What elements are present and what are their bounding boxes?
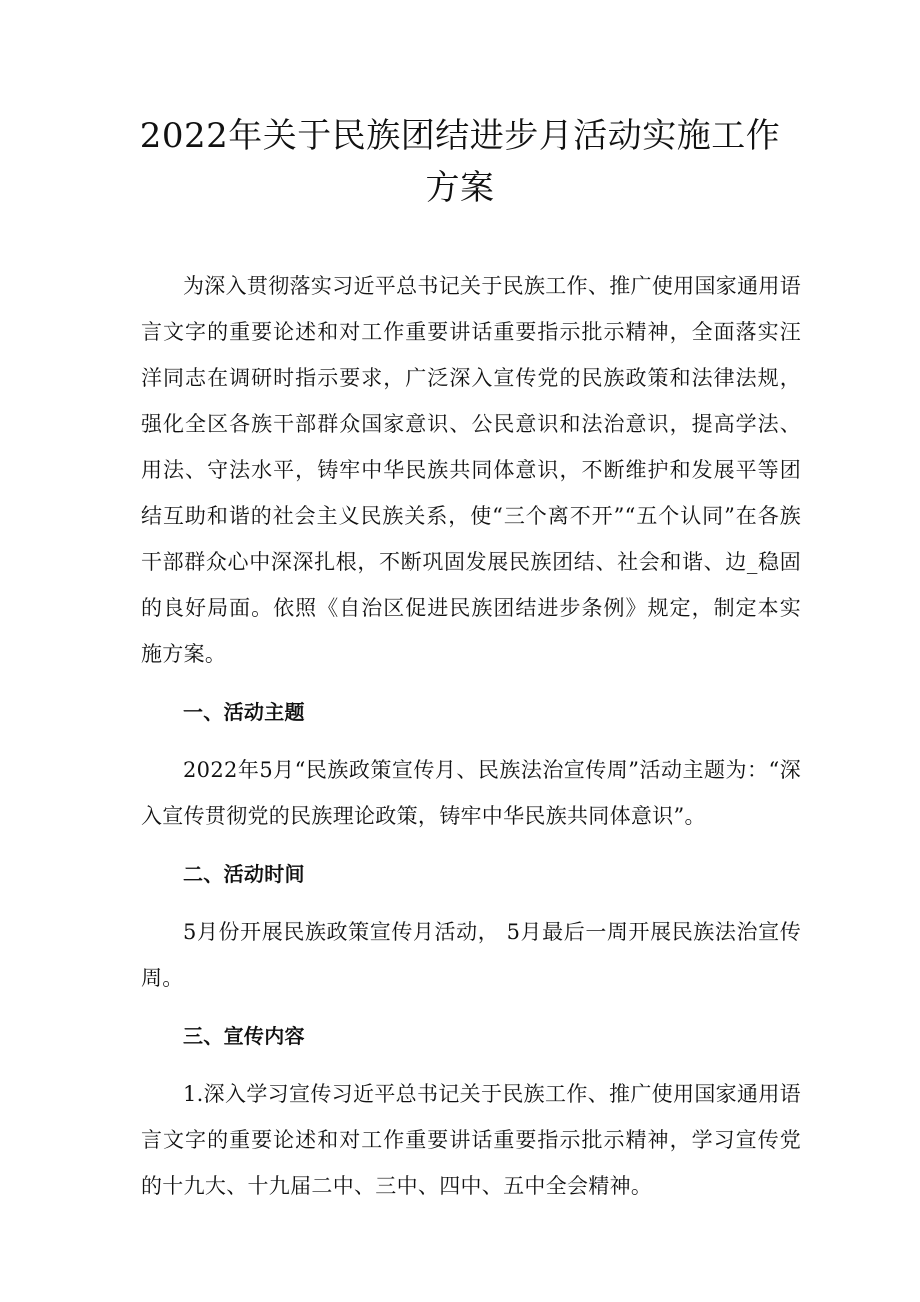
section-time-paragraph: 5月份开展民族政策宣传月活动， 5月最后一周开展民族法治宣传周。 bbox=[141, 920, 801, 990]
section-heading-content: 三、宣传内容 bbox=[183, 1024, 305, 1048]
document-title-line-2: 方案 bbox=[425, 168, 495, 208]
section-heading-theme: 一、活动主题 bbox=[183, 700, 305, 724]
document-body bbox=[141, 263, 801, 1209]
intro-paragraph: 为深入贯彻落实习近平总书记关于民族工作、推广使用国家通用语言文字的重要论述和对工作重要讲话重要指示批示精神，全面落实汪洋同志在调研时指示要求，广泛深入宣传党的民族政策和法律法规，强化全区各族干部群众国家意识、公民意识和法治意识，提高学法、用法、守法水平，铸牢中华民族共同体意识，不断维护和发展平等团结互助和谐的社会主义民族关系，使“三个离不开”“五个认同”在各族干部群众心中深深扎根，不断巩固发展民族团结、社会和谐、边_稳固的良好局面。依照《自治区促进民族团结进步条例》规定，制定本实施方案。 bbox=[141, 274, 801, 666]
section-content-item-1: 1.深入学习宣传习近平总书记关于民族工作、推广使用国家通用语言文字的重要论述和对工作重要讲话重要指示批示精神，学习宣传党的十九大、十九届二中、三中、四中、五中全会精神。 bbox=[141, 1082, 801, 1198]
document-title bbox=[100, 110, 820, 214]
section-theme-paragraph: 2022年5月“民族政策宣传月、民族法治宣传周”活动主题为：“深入宣传贯彻党的民族理论政策，铸牢中华民族共同体意识”。 bbox=[141, 758, 801, 828]
section-heading-time: 二、活动时间 bbox=[183, 862, 305, 886]
document-title-line-1: 2022年关于民族团结进步月活动实施工作 bbox=[139, 116, 781, 156]
